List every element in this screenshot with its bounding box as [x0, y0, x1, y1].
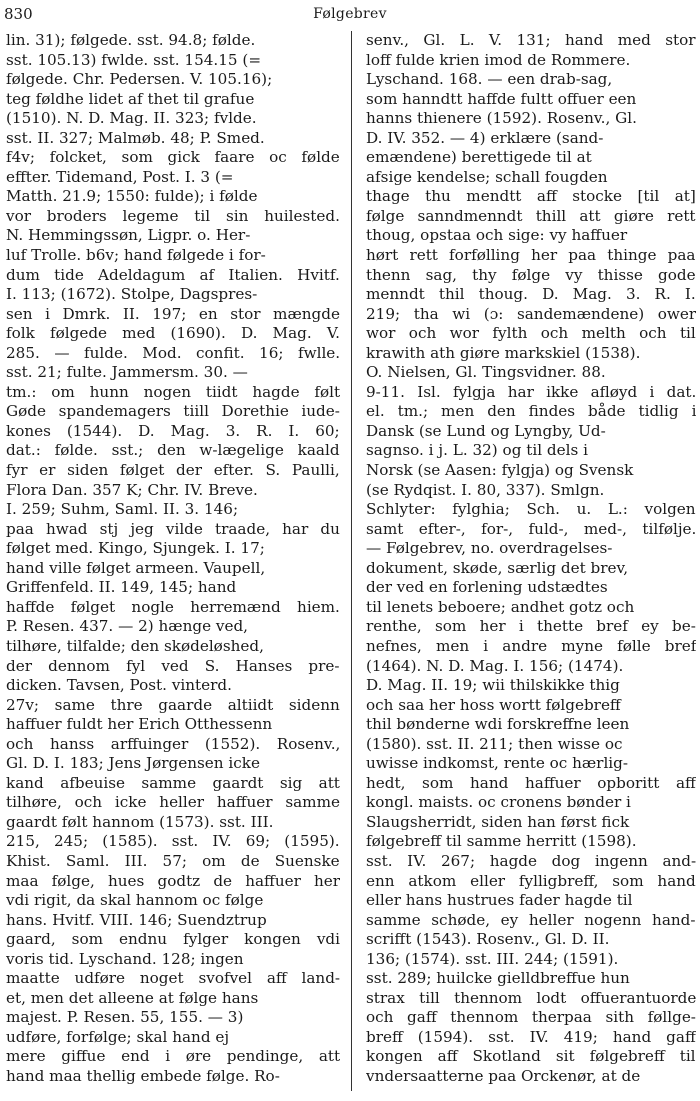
text-line: haffuer fuldt her Erich Otthessenn: [6, 715, 273, 734]
text-line: som hanndtt haffde fultt offuer een: [366, 89, 637, 108]
text-line: strax till thennom lodt offuerantuorde: [366, 988, 696, 1007]
text-line: menndt thil thoug. D. Mag. 3. R. I.: [366, 285, 696, 304]
column-divider: [351, 31, 352, 1091]
text-line: voris tid. Lyschand. 128; ingen: [6, 949, 244, 968]
text-line: emændene) berettigede til at: [366, 148, 592, 167]
text-line: der dennom fyl ved S. Hanses pre-: [6, 656, 340, 675]
text-line: maatte udføre noget svofvel aff land-: [6, 969, 340, 988]
text-line: eller hans hustrues fader hagde til: [366, 891, 633, 910]
text-line: kones (1544). D. Mag. 3. R. I. 60;: [6, 421, 340, 440]
text-line: 285. — fulde. Mod. confit. 16; fwlle.: [6, 343, 340, 362]
text-line: 9-11. Isl. fylgja har ikke afløyd i dat.: [366, 382, 696, 401]
text-line: vor broders legeme til sin huilested.: [6, 206, 340, 225]
text-line: el. tm.; men den findes både tidlig i: [366, 402, 696, 421]
text-line: Matth. 21.9; 1550: fulde); i følde: [6, 187, 258, 206]
page-header: [0, 4, 700, 26]
text-line: kand afbeuise samme gaardt sig att: [6, 773, 340, 792]
text-line: thage thu mendtt aff stocke [til at]: [366, 187, 696, 206]
text-line: kongen aff Skotland sit følgebreff til: [366, 1047, 696, 1066]
text-line: samt efter-, for-, fuld-, med-, tilfølje.: [366, 519, 696, 538]
text-line: hand maa thellig embede følge. Ro-: [6, 1066, 280, 1085]
text-line: udføre, forfølge; skal hand ej: [6, 1027, 230, 1046]
text-line: Gl. D. I. 183; Jens Jørgensen icke: [6, 754, 260, 773]
text-line: følgede. Chr. Pedersen. V. 105.16);: [6, 70, 273, 89]
text-line: vdi rigit, da skal hannom oc følge: [6, 891, 264, 910]
text-line: vndersaatterne paa Orckenør, at de: [366, 1066, 641, 1085]
text-line: — Følgebrev, no. overdragelses-: [366, 539, 613, 558]
text-line: nefnes, men i andre myne følle bref: [366, 636, 696, 655]
text-line: teg føldhe lidet af thet til grafue: [6, 89, 255, 108]
text-line: gaardt følt hannom (1573). sst. III.: [6, 812, 274, 831]
text-line: følge sanndmenndt thill att giøre rett: [366, 206, 696, 225]
text-line: mere giffue end i øre pendinge, att: [6, 1047, 340, 1066]
text-line: 27v; same thre gaarde altiidt sidenn: [6, 695, 340, 714]
text-line: D. IV. 352. — 4) erklære (sand-: [366, 128, 604, 147]
text-line: I. 113; (1672). Stolpe, Dagspres-: [6, 285, 258, 304]
text-line: hans. Hvitf. VIII. 146; Suendztrup: [6, 910, 267, 929]
text-line: der ved en forlening udstædtes: [366, 578, 608, 597]
text-line: Khist. Saml. III. 57; om de Suenske: [6, 851, 340, 870]
text-line: (se Rydqist. I. 80, 337). Smlgn.: [366, 480, 605, 499]
text-line: thenn sag, thy følge vy thisse gode: [366, 265, 696, 284]
text-line: (1464). N. D. Mag. I. 156; (1474).: [366, 656, 624, 675]
text-line: 219; tha wi (ɔ: sandemændene) ower: [366, 304, 696, 323]
text-line: til lenets beboere; andhet gotz och: [366, 597, 635, 616]
text-line: Schlyter: fylghia; Sch. u. L.: volgen: [366, 500, 696, 519]
text-line: Gøde spandemagers tiill Dorethie iude-: [6, 402, 340, 421]
text-line: och saa her hoss wortt følgebreff: [366, 695, 621, 714]
text-line: tm.: om hunn nogen tiidt hagde følt: [6, 382, 340, 401]
text-line: I. 259; Suhm, Saml. II. 3. 146;: [6, 500, 239, 519]
text-line: folk følgede med (1690). D. Mag. V.: [6, 324, 340, 343]
text-line: (1510). N. D. Mag. II. 323; fvlde.: [6, 109, 257, 128]
text-line: hørt rett forfølling her paa thinge paa: [366, 246, 696, 265]
text-line: wor och wor fylth och melth och til: [366, 324, 696, 343]
text-line: fyr er siden følget der efter. S. Paulli,: [6, 461, 340, 480]
text-line: D. Mag. II. 19; wii thilskikke thig: [366, 676, 620, 695]
text-line: sen i Dmrk. II. 197; en stor mængde: [6, 304, 340, 323]
text-line: hanns thienere (1592). Rosenv., Gl.: [366, 109, 637, 128]
text-line: Slaugsherridt, siden han først fick: [366, 812, 630, 831]
text-line: 136; (1574). sst. III. 244; (1591).: [366, 949, 619, 968]
text-line: afsige kendelse; schall fougden: [366, 167, 608, 186]
text-line: Dansk (se Lund og Lyngby, Ud-: [366, 421, 606, 440]
text-line: haffde følget nogle herremænd hiem.: [6, 597, 340, 616]
running-head: Følgebrev: [313, 6, 387, 22]
text-line: thil bønderne wdi forskreffne leen: [366, 715, 630, 734]
text-line: hand ville følget armeen. Vaupell,: [6, 558, 266, 577]
text-line: paa hwad stj jeg vilde traade, har du: [6, 519, 340, 538]
text-line: O. Nielsen, Gl. Tingsvidner. 88.: [366, 363, 606, 382]
text-line: f4v; folcket, som gick faare oc følde: [6, 148, 340, 167]
text-line: P. Resen. 437. — 2) hænge ved,: [6, 617, 249, 636]
text-line: maa følge, hues godtz de haffuer her: [6, 871, 340, 890]
text-line: sst. II. 327; Malmøb. 48; P. Smed.: [6, 128, 265, 147]
text-line: sagnso. i j. L. 32) og til dels i: [366, 441, 588, 460]
text-line: enn atkom eller fylligbreff, som hand: [366, 871, 696, 890]
text-line: thoug, opstaa och sige: vy haffuer: [366, 226, 628, 245]
text-line: dokument, skøde, særlig det brev,: [366, 558, 629, 577]
text-line: 215, 245; (1585). sst. IV. 69; (1595).: [6, 832, 340, 851]
text-line: dat.: følde. sst.; den w-lægelige kaald: [6, 441, 340, 460]
text-line: lin. 31); følgede. sst. 94.8; følde.: [6, 31, 256, 49]
page-number: 830: [4, 5, 33, 23]
text-line: et, men det alleene at følge hans: [6, 988, 259, 1007]
text-line: følget med. Kingo, Sjungek. I. 17;: [6, 539, 265, 558]
text-line: sst. IV. 267; hagde dog ingenn and-: [366, 851, 696, 870]
text-line: tilhøre, tilfalde; den skødeløshed,: [6, 636, 264, 655]
text-line: Lyschand. 168. — een drab-sag,: [366, 70, 613, 89]
text-line: sst. 289; huilcke gielldbreffue hun: [366, 969, 630, 988]
text-line: och hanss arffuinger (1552). Rosenv.,: [6, 734, 340, 753]
text-line: sst. 21; fulte. Jammersm. 30. —: [6, 363, 248, 382]
text-line: renthe, som her i thette bref ey be-: [366, 617, 696, 636]
text-line: (1580). sst. II. 211; then wisse oc: [366, 734, 623, 753]
text-line: och gaff thennom therpaa sith føllge-: [366, 1008, 696, 1027]
text-line: Flora Dan. 357 K; Chr. IV. Breve.: [6, 480, 258, 499]
text-line: dum tide Adeldagum af Italien. Hvitf.: [6, 265, 340, 284]
text-line: krawith ath giøre markskiel (1538).: [366, 343, 641, 362]
text-line: kongl. maists. oc cronens bønder i: [366, 793, 631, 812]
text-line: dicken. Tavsen, Post. vinterd.: [6, 676, 232, 695]
text-line: effter. Tidemand, Post. I. 3 (=: [6, 167, 234, 186]
text-line: gaard, som endnu fylger kongen vdi: [6, 930, 340, 949]
text-line: Norsk (se Aasen: fylgja) og Svensk: [366, 461, 634, 480]
left-column: [6, 31, 340, 1087]
text-line: sst. 105.13) fwlde. sst. 154.15 (=: [6, 50, 262, 69]
text-line: tilhøre, och icke heller haffuer samme: [6, 793, 340, 812]
text-line: Griffenfeld. II. 149, 145; hand: [6, 578, 237, 597]
right-column: [366, 31, 696, 1087]
text-line: luf Trolle. b6v; hand følgede i for-: [6, 246, 266, 265]
text-line: scrifft (1543). Rosenv., Gl. D. II.: [366, 930, 610, 949]
text-line: loff fulde krien imod de Rommere.: [366, 50, 631, 69]
text-line: senv., Gl. L. V. 131; hand med stor: [366, 31, 696, 49]
text-line: uwisse indkomst, rente oc hærlig-: [366, 754, 629, 773]
text-line: N. Hemmingssøn, Ligpr. o. Her-: [6, 226, 251, 245]
text-line: majest. P. Resen. 55, 155. — 3): [6, 1008, 244, 1027]
text-line: breff (1594). sst. IV. 419; hand gaff: [366, 1027, 696, 1046]
text-line: samme schøde, ey heller nogenn hand-: [366, 910, 696, 929]
text-line: hedt, som hand haffuer opboritt aff: [366, 773, 696, 792]
text-line: følgebreff til samme herritt (1598).: [366, 832, 637, 851]
